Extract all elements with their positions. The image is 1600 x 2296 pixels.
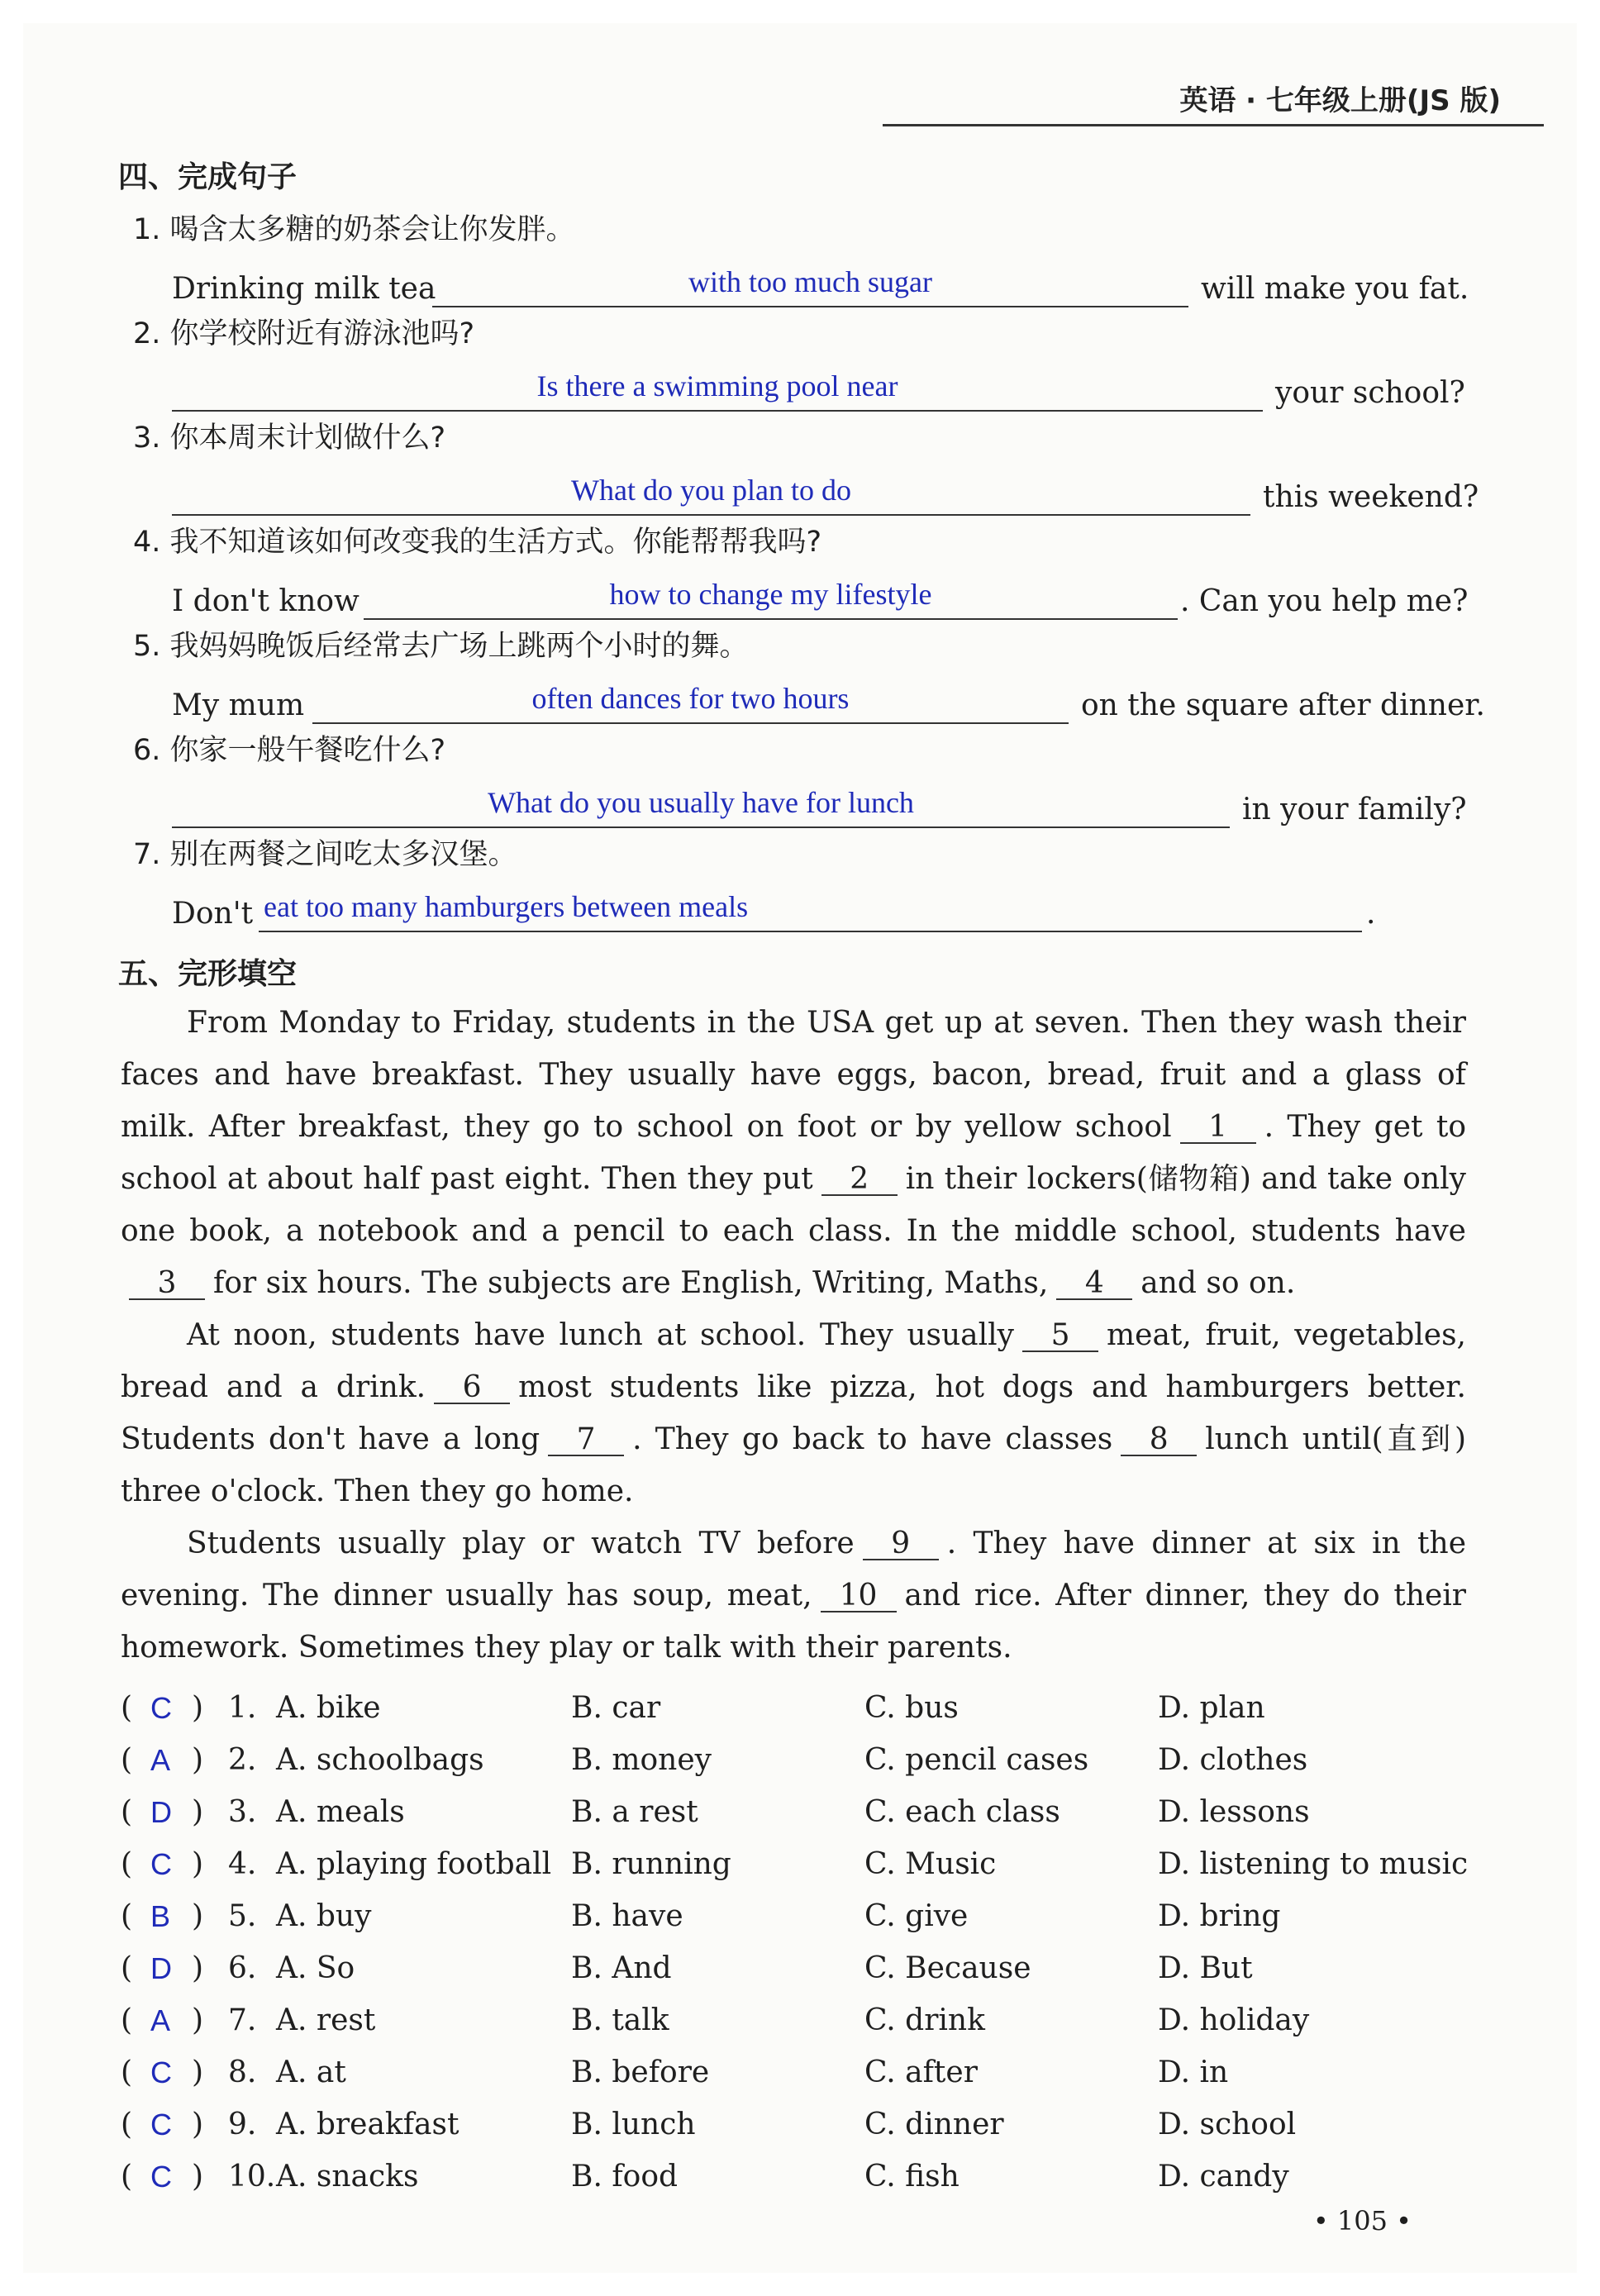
option-b[interactable]: B. food [571,2160,679,2194]
chosen-answer[interactable]: C [150,2108,172,2141]
cloze-gap-5[interactable]: 5 [1022,1321,1098,1352]
option-c[interactable]: C. drink [864,2003,985,2037]
option-d[interactable]: D. plan [1158,1691,1265,1725]
sentence-prefix: I don't know [172,584,360,618]
chosen-answer[interactable]: C [150,1691,172,1725]
option-d[interactable]: D. school [1158,2108,1297,2141]
option-row [121,2160,1526,2209]
sentence-line-2 [172,365,1465,415]
option-c[interactable]: C. Because [864,1951,1031,1985]
answer-blank[interactable] [259,881,1362,932]
paren-close: ) [192,1691,204,1725]
passage-paragraph-1: From Monday to Friday, students in the USA get up at seven. Then they wash their faces and have breakfast. They usually have eggs, bacon, bread, fruit and a glass of milk. After breakfast, they go to school on foot or by yellow school 1 . They get to school at about half past eight. Then they put 2 in their lockers(储物箱) and take only one book, a notebook and a pencil to each class. In the middle school, students have3 for six hours. The subjects are English, Writing, Maths, 4 and so on. [121,1006,1466,1300]
workbook-page [23,23,1577,2273]
option-a[interactable]: A. bike [276,1691,381,1725]
question-number: 6. [228,1951,257,1985]
sentence-line-6 [172,782,1467,831]
paren-close: ) [192,2055,204,2089]
paren-open: ( [121,1847,133,1881]
cloze-gap-1[interactable]: 1 [1180,1112,1256,1144]
option-b[interactable]: B. talk [571,2003,669,2037]
question-zh-2: 2. 你学校附近有游泳池吗? [133,317,475,350]
question-number: 3. [228,1795,257,1829]
option-d[interactable]: D. listening to music [1158,1847,1469,1881]
header-rule [883,124,1544,126]
option-c[interactable]: C. Music [864,1847,997,1881]
question-number: 10. [228,2160,276,2194]
question-zh-4: 4. 我不知道该如何改变我的生活方式。你能帮帮我吗? [133,526,822,559]
handwritten-answer: What do you usually have for lunch [488,786,914,819]
sentence-suffix: will make you fat. [1201,272,1469,306]
question-number: 9. [228,2108,257,2141]
answer-blank[interactable] [172,360,1263,412]
question-number: 5. [228,1899,257,1933]
paren-open: ( [121,2003,133,2037]
option-row [121,1743,1526,1793]
question-zh-6: 6. 你家一般午餐吃什么? [133,734,446,767]
option-a[interactable]: A. meals [276,1795,405,1829]
paren-close: ) [192,2108,204,2141]
book-title: 英语 · 七年级上册(JS 版) [1179,84,1501,117]
handwritten-answer: eat too many hamburgers between meals [264,890,749,923]
paren-close: ) [192,2160,204,2194]
handwritten-answer: how to change my lifestyle [609,578,932,611]
chosen-answer[interactable]: C [150,2160,172,2194]
sentence-suffix: this weekend? [1263,480,1479,514]
chosen-answer[interactable]: C [150,2055,172,2089]
option-a[interactable]: A. rest [276,2003,376,2037]
question-zh-1: 1. 喝含太多糖的奶茶会让你发胖。 [133,213,575,246]
paren-open: ( [121,1899,133,1933]
option-c[interactable]: C. after [864,2055,978,2089]
option-a[interactable]: A. So [276,1951,355,1985]
question-number: 2. [228,1743,257,1777]
chosen-answer[interactable]: D [150,1795,172,1829]
cloze-gap-2[interactable]: 2 [821,1165,898,1196]
sentence-prefix: Drinking milk tea [172,272,436,306]
option-row [121,1691,1526,1741]
handwritten-answer: often dances for two hours [531,682,850,715]
paren-open: ( [121,1743,133,1777]
cloze-passage [121,997,1466,1674]
option-a[interactable]: A. buy [276,1899,372,1933]
option-a[interactable]: A. playing football [276,1847,552,1881]
passage-paragraph-2: At noon, students have lunch at school. They usually 5 meat, fruit, vegetables, bread and a drink. 6 most students like pizza, hot dogs and hamburgers better. Students don't have a long 7 . They go back to have classes 8 lunch until(直到) three o'clock. Then they go home. [121,1318,1467,1508]
option-d[interactable]: D. But [1158,1951,1253,1985]
paren-open: ( [121,2108,133,2141]
option-d[interactable]: D. holiday [1158,2003,1310,2037]
option-c[interactable]: C. give [864,1899,969,1933]
cloze-gap-9[interactable]: 9 [863,1529,939,1560]
option-a[interactable]: A. at [276,2055,346,2089]
chosen-answer[interactable]: B [150,1899,171,1933]
chosen-answer[interactable]: A [150,1743,171,1777]
option-c[interactable]: C. bus [864,1691,959,1725]
option-row [121,1795,1526,1845]
option-a[interactable]: A. breakfast [276,2108,460,2141]
option-b[interactable]: B. car [571,1691,661,1725]
cloze-gap-10[interactable]: 10 [821,1581,897,1612]
paren-close: ) [192,1795,204,1829]
sentence-line-5 [172,678,1485,727]
option-c[interactable]: C. each class [864,1795,1060,1829]
answer-blank[interactable] [364,569,1178,620]
sentence-line-1 [172,261,1469,311]
option-c[interactable]: C. pencil cases [864,1743,1089,1777]
sentence-suffix: your school? [1275,376,1465,410]
option-c[interactable]: C. fish [864,2160,960,2194]
cloze-gap-8[interactable]: 8 [1121,1425,1197,1456]
cloze-gap-4[interactable]: 4 [1056,1269,1132,1300]
option-d[interactable]: D. clothes [1158,1743,1308,1777]
option-d[interactable]: D. in [1158,2055,1229,2089]
question-zh-5: 5. 我妈妈晚饭后经常去广场上跳两个小时的舞。 [133,630,749,663]
chosen-answer[interactable]: D [150,1951,172,1985]
option-row [121,2003,1526,2053]
option-row [121,2108,1526,2157]
sentence-prefix: My mum [172,688,305,722]
sentence-suffix: . Can you help me? [1180,584,1469,618]
page-number: • 105 • [1312,2205,1412,2236]
option-b[interactable]: B. lunch [571,2108,696,2141]
chosen-answer[interactable]: A [150,2003,171,2037]
paren-open: ( [121,1795,133,1829]
sentence-line-3 [172,469,1479,519]
sentence-suffix: in your family? [1242,793,1467,826]
sentence-prefix: Don't [172,897,254,931]
paren-open: ( [121,2160,133,2194]
paren-close: ) [192,1899,204,1933]
sentence-line-7 [172,886,1412,936]
answer-blank[interactable] [312,673,1069,724]
option-a[interactable]: A. snacks [276,2160,419,2194]
handwritten-answer: What do you plan to do [571,474,851,507]
sentence-suffix: on the square after dinner. [1081,688,1485,722]
option-a[interactable]: A. schoolbags [276,1743,484,1777]
answer-blank[interactable] [432,256,1188,307]
paren-close: ) [192,1743,204,1777]
question-number: 7. [228,2003,257,2037]
option-b[interactable]: B. a rest [571,1795,698,1829]
handwritten-answer: with too much sugar [688,265,932,298]
option-b[interactable]: B. And [571,1951,672,1985]
handwritten-answer: Is there a swimming pool near [536,369,898,403]
paren-close: ) [192,1847,204,1881]
option-b[interactable]: B. running [571,1847,731,1881]
passage-paragraph-3: Students usually play or watch TV before 9 . They have dinner at six in the evening. The dinner usually has soup, meat, 10 and rice. After dinner, they do their homework. Sometimes they play or talk with their parents. [121,1527,1467,1665]
option-b[interactable]: B. money [571,1743,712,1777]
cloze-gap-7[interactable]: 7 [548,1425,624,1456]
option-d[interactable]: D. bring [1158,1899,1281,1933]
option-d[interactable]: D. candy [1158,2160,1289,2194]
section-title-cloze: 五、完形填空 [118,957,298,991]
option-row [121,1899,1526,1949]
chosen-answer[interactable]: C [150,1847,172,1881]
answer-blank[interactable] [172,464,1250,516]
paren-close: ) [192,1951,204,1985]
question-zh-7: 7. 别在两餐之间吃太多汉堡。 [133,838,517,871]
sentence-suffix: . [1366,897,1376,931]
paren-open: ( [121,1691,133,1725]
paren-open: ( [121,2055,133,2089]
option-row [121,1951,1526,2001]
sentence-line-4 [172,574,1469,623]
cloze-gap-3[interactable]: 3 [129,1269,205,1300]
section-title-complete-sentences: 四、完成句子 [118,160,298,194]
cloze-gap-6[interactable]: 6 [434,1373,510,1404]
question-zh-3: 3. 你本周末计划做什么? [133,422,446,455]
option-c[interactable]: C. dinner [864,2108,1004,2141]
option-row [121,1847,1526,1897]
question-number: 8. [228,2055,257,2089]
option-d[interactable]: D. lessons [1158,1795,1310,1829]
paren-close: ) [192,2003,204,2037]
question-number: 4. [228,1847,257,1881]
option-b[interactable]: B. have [571,1899,683,1933]
option-b[interactable]: B. before [571,2055,710,2089]
option-row [121,2055,1526,2105]
paren-open: ( [121,1951,133,1985]
question-number: 1. [228,1691,257,1725]
answer-blank[interactable] [172,777,1230,828]
